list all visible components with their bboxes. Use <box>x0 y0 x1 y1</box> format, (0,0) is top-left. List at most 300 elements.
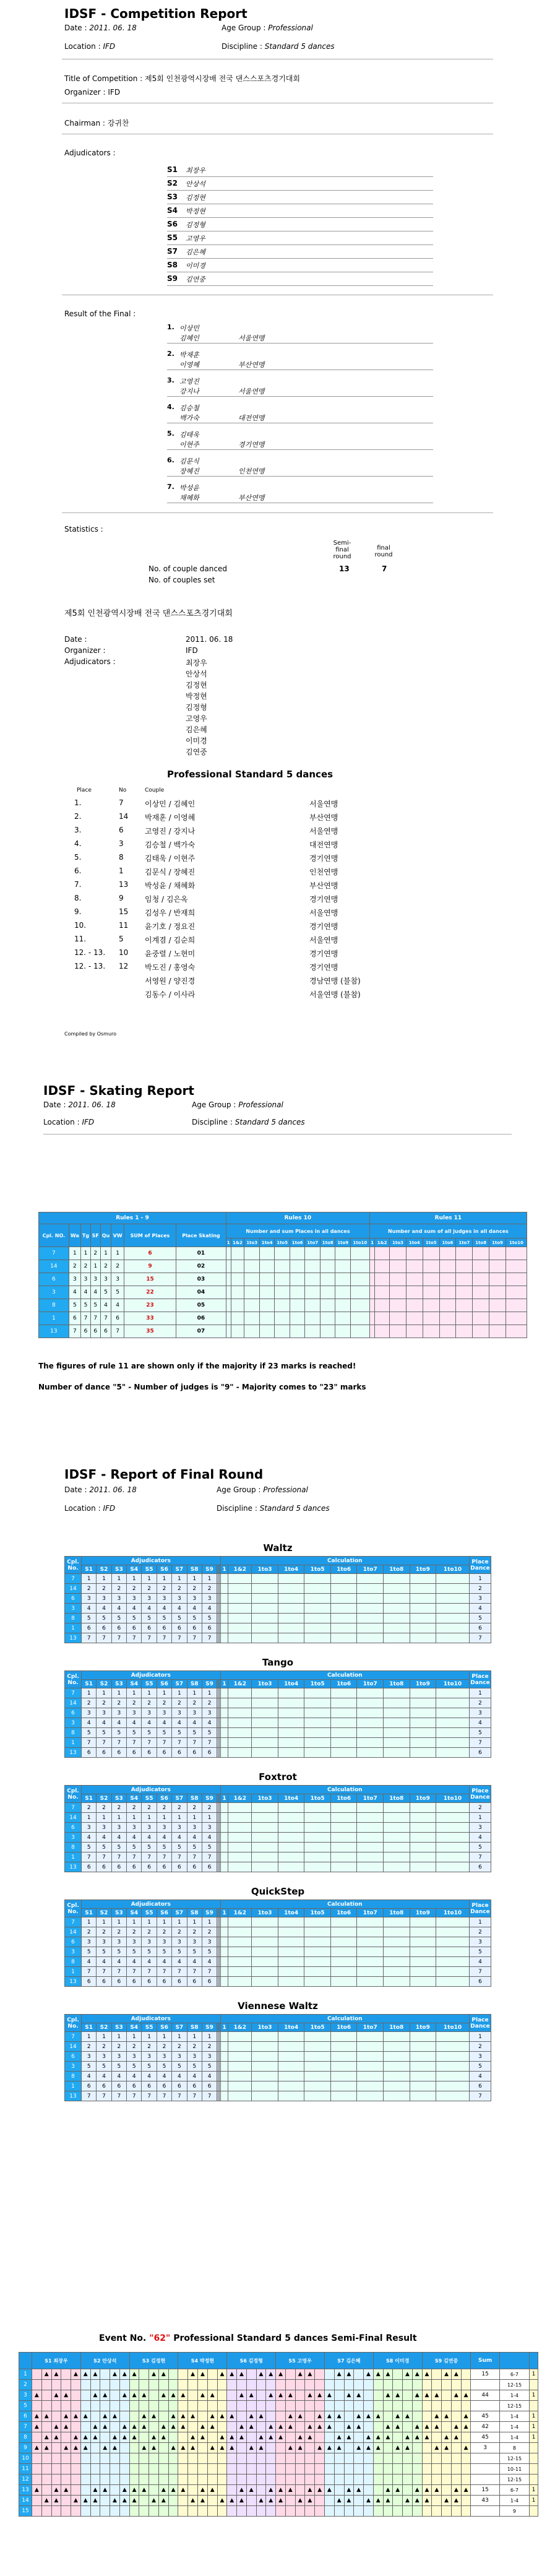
semi-mark-cell: ▲ <box>129 2485 139 2496</box>
skating-dance-place: 2 <box>69 1260 80 1273</box>
dance-place: 6 <box>470 1977 491 1987</box>
semi-mark-cell <box>412 2443 422 2453</box>
semi-mark-cell <box>256 2474 266 2485</box>
calc-cell <box>330 1823 357 1833</box>
judge-mark: 5 <box>97 1614 111 1623</box>
calc-cell <box>278 1728 304 1738</box>
calc-col: 1to3 <box>252 1565 278 1574</box>
calc-cell <box>357 1688 384 1698</box>
semi-mark-cell <box>315 2474 325 2485</box>
judge-mark: 6 <box>127 2081 142 2091</box>
rules11-cell <box>439 1260 456 1273</box>
rules10-cell <box>320 1273 335 1286</box>
skating-dance-place: 7 <box>100 1312 111 1325</box>
dance-name: Tango <box>262 1657 294 1668</box>
calc-cell <box>330 1813 357 1823</box>
calc-cell <box>228 1708 252 1718</box>
dance-cpl: 13 <box>65 1862 82 1872</box>
semi-mark-cell: ▲ <box>246 2485 256 2496</box>
dance-place: 1 <box>470 1813 491 1823</box>
semi-mark-cell <box>403 2485 413 2496</box>
semi-mark-cell <box>393 2401 403 2411</box>
skating-dance-place: 3 <box>69 1273 80 1286</box>
calc-cell <box>228 2032 252 2042</box>
calc-cell <box>252 2062 278 2072</box>
adj-col: S5 <box>142 1565 157 1574</box>
calc-cell <box>436 1843 470 1852</box>
semi-mark-cell <box>246 2453 256 2464</box>
semi-mark-cell <box>100 2369 110 2380</box>
calc-cell <box>384 1937 410 1947</box>
calc-cell <box>410 1852 436 1862</box>
semi-mark-cell: ▲ <box>71 2443 81 2453</box>
judge-mark: 3 <box>187 1594 202 1604</box>
adj-col: S3 <box>111 2023 126 2032</box>
rules10-cell <box>335 1247 351 1260</box>
judge-mark: 3 <box>202 1823 217 1833</box>
semi-mark-cell <box>217 2390 227 2401</box>
adj-col: S8 <box>187 1680 202 1688</box>
judge-mark: 1 <box>142 1917 157 1927</box>
rules11-cell <box>406 1273 423 1286</box>
calc-cell <box>278 1594 304 1604</box>
calc-cell <box>330 1738 357 1748</box>
judge-mark: 7 <box>187 1967 202 1977</box>
judge-mark: 5 <box>82 1843 97 1852</box>
semi-mark-cell <box>393 2506 403 2517</box>
calc-cell <box>252 1803 278 1813</box>
calc-cell <box>436 1718 470 1728</box>
judge-mark: 4 <box>142 1718 157 1728</box>
semi-mark-cell <box>139 2401 149 2411</box>
adj-col: S5 <box>142 1680 157 1688</box>
rules10-cell <box>244 1325 260 1338</box>
dance-cpl: 3 <box>65 2062 82 2072</box>
semi-mark-cell <box>158 2380 168 2390</box>
calc-cell <box>278 2062 304 2072</box>
semi-mark-cell <box>276 2380 286 2390</box>
semi-mark-cell: ▲ <box>364 2369 374 2380</box>
semi-mark-cell: ▲ <box>276 2390 286 2401</box>
skating-col-header: Wa <box>69 1224 80 1247</box>
rules10-cell <box>351 1273 370 1286</box>
judge-mark: 6 <box>172 1977 187 1987</box>
dance-table <box>64 1556 491 1643</box>
calc-cell <box>252 1574 278 1584</box>
calc-col-header: 1to8 <box>320 1238 335 1247</box>
judge-mark: 6 <box>157 1623 171 1633</box>
judge-mark: 2 <box>111 1927 126 1937</box>
semi-mark-cell: ▲ <box>256 2369 266 2380</box>
judge-mark: 1 <box>157 1813 171 1823</box>
adj-col: S3 <box>111 1794 126 1803</box>
rules11-cell <box>390 1247 407 1260</box>
semi-mark-cell: ▲ <box>198 2369 208 2380</box>
judge-mark: 1 <box>111 1917 126 1927</box>
result-partner-1: 박재훈 <box>179 351 199 359</box>
calc-col: 1to9 <box>410 1909 436 1917</box>
calc-cell <box>304 1708 331 1718</box>
judge-mark: 6 <box>202 1623 217 1633</box>
semi-mark-cell <box>403 2474 413 2485</box>
semi-no-header <box>19 2353 32 2369</box>
semi-mark-sum: 15 <box>471 2369 499 2380</box>
skating-header-row <box>39 1212 527 1224</box>
judge-mark: 1 <box>172 1917 187 1927</box>
dance-row <box>65 1833 491 1843</box>
calc-cell <box>228 1833 252 1843</box>
judge-mark: 6 <box>202 1862 217 1872</box>
rules10-cell <box>320 1260 335 1273</box>
judge-mark: 1 <box>97 2032 111 2042</box>
semi-row <box>19 2474 538 2485</box>
stat-row-2: No. of couples set <box>148 576 215 584</box>
summary-place: 8. <box>74 894 82 902</box>
calc-cell <box>278 1604 304 1614</box>
judge-mark: 1 <box>202 1917 217 1927</box>
semi-mark-cell <box>442 2422 452 2432</box>
semi-mark-cell <box>276 2411 286 2422</box>
judge-mark: 2 <box>187 1584 202 1594</box>
dance-cpl: 13 <box>65 2091 82 2101</box>
semi-mark-cell <box>461 2369 471 2380</box>
judge-mark: 6 <box>157 2081 171 2091</box>
calc-cell <box>304 1927 331 1937</box>
semi-mark-cell <box>139 2369 149 2380</box>
result-club: 부산연맹 <box>238 361 265 369</box>
calc-cell <box>384 1917 410 1927</box>
semi-cpl: 3 <box>19 2390 32 2401</box>
semi-mark-cell: ▲ <box>276 2422 286 2432</box>
semi-mark-cell <box>149 2380 159 2390</box>
judge-mark: 7 <box>97 1967 111 1977</box>
semi-mark-cell <box>51 2411 61 2422</box>
skating-cpl: 6 <box>39 1273 69 1286</box>
result-partner-2: 강지나 <box>179 387 199 395</box>
judge-mark: 3 <box>187 2052 202 2062</box>
semi-mark-cell <box>295 2474 305 2485</box>
semi-mark-cell <box>139 2464 149 2474</box>
calc-cell <box>330 1633 357 1643</box>
semi-mark-cell: ▲ <box>285 2443 295 2453</box>
calc-cell <box>278 1688 304 1698</box>
semi-mark-cell <box>178 2401 188 2411</box>
judge-mark: 7 <box>157 1738 171 1748</box>
judge-mark: 3 <box>82 1823 97 1833</box>
semi-mark-cell: ▲ <box>178 2422 188 2432</box>
semi-mark-cell <box>285 2369 295 2380</box>
semi-mark-cell <box>354 2496 364 2506</box>
judge-mark: 3 <box>157 2052 171 2062</box>
calc-cell <box>357 2072 384 2081</box>
semi-mark-cell: ▲ <box>237 2390 247 2401</box>
semi-mark-cell: ▲ <box>432 2443 442 2453</box>
calc-cell <box>410 1917 436 1927</box>
calc-cell <box>357 1604 384 1614</box>
semi-mark-cell <box>256 2401 266 2411</box>
semi-mark-cell: ▲ <box>364 2443 374 2453</box>
calc-cell <box>252 1604 278 1614</box>
calc-col: 1to10 <box>436 1909 470 1917</box>
semi-mark-cell <box>451 2453 461 2464</box>
semi-mark-cell: ▲ <box>90 2422 100 2432</box>
judge-mark: 5 <box>172 1843 187 1852</box>
semi-mark-cell: ▲ <box>139 2443 149 2453</box>
semi-mark-cell: ▲ <box>237 2422 247 2432</box>
dance-place: 6 <box>470 1623 491 1633</box>
adjudicator-row <box>167 163 433 177</box>
semi-mark-cell: ▲ <box>451 2369 461 2380</box>
calc-cell <box>304 1748 331 1758</box>
judge-mark: 2 <box>172 1927 187 1937</box>
semi-range: 12-15 <box>499 2401 529 2411</box>
judge-mark: 6 <box>127 1862 142 1872</box>
calc-cell <box>228 1738 252 1748</box>
semi-mark-cell <box>178 2474 188 2485</box>
calc-cell <box>357 2032 384 2042</box>
semi-mark-cell <box>373 2506 383 2517</box>
place-header: Place Dance <box>470 1786 491 1803</box>
semi-mark-cell <box>217 2506 227 2517</box>
semi-mark-cell: ▲ <box>168 2443 178 2453</box>
judge-mark: 6 <box>187 1862 202 1872</box>
semi-mark-cell <box>383 2443 393 2453</box>
semi-mark-cell <box>451 2380 461 2390</box>
semi-place <box>530 2506 538 2517</box>
calc-col: 1to9 <box>410 1794 436 1803</box>
calc-cell <box>410 2091 436 2101</box>
semi-mark-sum: 3 <box>471 2443 499 2453</box>
semi-mark-cell: ▲ <box>324 2443 334 2453</box>
semi-mark-cell <box>403 2390 413 2401</box>
judge-mark: 7 <box>111 1633 126 1643</box>
semi-mark-cell: ▲ <box>207 2443 217 2453</box>
semi-row <box>19 2422 538 2432</box>
calc-cell <box>330 1718 357 1728</box>
summary-no: 8 <box>119 853 124 862</box>
dance-row <box>65 1937 491 1947</box>
semi-mark-cell <box>51 2443 61 2453</box>
summary-adjudicator: 박정현 <box>186 692 207 701</box>
judge-mark: 2 <box>82 1803 97 1813</box>
semi-mark-cell: ▲ <box>324 2485 334 2496</box>
rules10-cell <box>290 1260 305 1273</box>
semi-mark-cell <box>412 2506 422 2517</box>
summary-place: 6. <box>74 867 82 875</box>
calc-cell <box>330 1862 357 1872</box>
calc-col: 1to6 <box>330 1680 357 1688</box>
skating-note-1: The figures of rule 11 are shown only if the majority if 23 marks is reached! <box>38 1362 356 1370</box>
report-title: IDSF - Competition Report <box>64 6 247 21</box>
semi-mark-cell: ▲ <box>383 2432 393 2443</box>
semi-mark-cell <box>90 2453 100 2464</box>
organizer-row: Organizer : IFD <box>64 88 121 97</box>
rules11-cell <box>456 1273 473 1286</box>
calc-cell <box>410 1833 436 1843</box>
dance-row <box>65 1852 491 1862</box>
semi-mark-cell <box>432 2474 442 2485</box>
semi-mark-cell: ▲ <box>51 2369 61 2380</box>
judge-mark: 5 <box>82 2062 97 2072</box>
semi-mark-cell <box>403 2453 413 2464</box>
semi-mark-cell <box>344 2474 354 2485</box>
judge-mark: 5 <box>172 2062 187 2072</box>
semi-mark-cell <box>139 2474 149 2485</box>
judge-mark: 1 <box>172 1688 187 1698</box>
semi-mark-cell <box>129 2464 139 2474</box>
dance-cpl: 3 <box>65 1833 82 1843</box>
calc-col: 1to8 <box>384 1565 410 1574</box>
calc-cell <box>436 1823 470 1833</box>
dance-row <box>65 1862 491 1872</box>
semi-mark-cell <box>129 2411 139 2422</box>
semi-mark-sum: 44 <box>471 2390 499 2401</box>
adj-col: S3 <box>111 1680 126 1688</box>
judge-mark: 4 <box>82 1718 97 1728</box>
semi-mark-cell: ▲ <box>256 2411 266 2422</box>
semi-mark-cell: ▲ <box>344 2496 354 2506</box>
semi-mark-cell: ▲ <box>51 2390 61 2401</box>
dance-row <box>65 1803 491 1813</box>
semi-cpl: 12 <box>19 2474 32 2485</box>
semi-mark-cell <box>364 2401 374 2411</box>
semi-range: 1-4 <box>499 2432 529 2443</box>
semi-mark-cell: ▲ <box>412 2485 422 2496</box>
semi-mark-cell: ▲ <box>237 2432 247 2443</box>
judge-mark: 1 <box>127 1574 142 1584</box>
judge-mark: 2 <box>187 1927 202 1937</box>
calc-cell <box>304 2072 331 2081</box>
semi-mark-cell: ▲ <box>41 2443 51 2453</box>
semi-mark-cell <box>71 2464 81 2474</box>
semi-mark-cell <box>90 2411 100 2422</box>
calc-cell <box>278 2081 304 2091</box>
semi-mark-cell: ▲ <box>246 2443 256 2453</box>
semi-place-header <box>530 2353 538 2369</box>
semi-mark-cell <box>442 2474 452 2485</box>
judge-mark: 4 <box>82 2072 97 2081</box>
skating-dance-place: 5 <box>90 1299 100 1312</box>
semi-mark-cell <box>295 2380 305 2390</box>
semi-mark-cell: ▲ <box>266 2369 276 2380</box>
calc-cell <box>410 1967 436 1977</box>
judge-mark: 2 <box>127 1927 142 1937</box>
calc-cell <box>357 1852 384 1862</box>
rules11-cell <box>489 1312 506 1325</box>
judge-mark: 6 <box>97 2081 111 2091</box>
semi-mark-cell: ▲ <box>276 2496 286 2506</box>
adjudicator-name: 김정현 <box>186 194 205 202</box>
place-header: Place Dance <box>470 1557 491 1574</box>
rules10-cell <box>259 1273 275 1286</box>
judge-mark: 6 <box>187 2081 202 2091</box>
judge-mark: 2 <box>111 2042 126 2052</box>
calc-cell <box>278 1967 304 1977</box>
calc-col: 1to5 <box>304 1565 331 1574</box>
semi-mark-cell <box>403 2506 413 2517</box>
adj-header: Adjudicators <box>82 1671 221 1680</box>
skating-cpl: 7 <box>39 1247 69 1260</box>
skating-dance-place: 5 <box>111 1286 124 1299</box>
semi-mark-cell: ▲ <box>324 2390 334 2401</box>
semi-mark-cell <box>227 2485 237 2496</box>
semi-mark-cell <box>442 2453 452 2464</box>
rules11-cell <box>506 1260 527 1273</box>
semi-mark-cell: ▲ <box>442 2369 452 2380</box>
judge-mark: 4 <box>82 1604 97 1614</box>
semi-judge-header: S6 김정형 <box>227 2353 276 2369</box>
calc-cell <box>278 1614 304 1623</box>
calc-cell <box>410 1633 436 1643</box>
judge-mark: 3 <box>111 1594 126 1604</box>
calc-cell <box>228 2091 252 2101</box>
semi-mark-cell <box>461 2401 471 2411</box>
semi-mark-cell <box>41 2390 51 2401</box>
semi-mark-cell <box>334 2464 344 2474</box>
semi-mark-sum <box>471 2506 499 2517</box>
summary-club: 경기연맹 <box>309 922 338 931</box>
semi-mark-cell: ▲ <box>461 2485 471 2496</box>
calc-cell <box>252 2091 278 2101</box>
calc-cell <box>384 2072 410 2081</box>
rules10-cell <box>275 1299 290 1312</box>
judge-mark: 2 <box>97 1584 111 1594</box>
calc-cell <box>252 1957 278 1967</box>
dance-cpl: 6 <box>65 2052 82 2062</box>
dance-cpl: 14 <box>65 1584 82 1594</box>
semi-mark-sum <box>471 2380 499 2390</box>
divider <box>62 512 493 513</box>
skating-dance-place: 2 <box>81 1260 91 1273</box>
semi-mark-cell: ▲ <box>217 2411 227 2422</box>
semi-mark-cell <box>158 2443 168 2453</box>
judge-mark: 3 <box>157 1708 171 1718</box>
calc-cell <box>304 2052 331 2062</box>
rules10-cell <box>290 1247 305 1260</box>
semi-mark-cell: ▲ <box>119 2432 129 2443</box>
semi-mark-cell: ▲ <box>461 2422 471 2432</box>
rules11-cell <box>375 1286 390 1299</box>
semi-mark-cell: ▲ <box>315 2422 325 2432</box>
skating-dance-place: 5 <box>100 1286 111 1299</box>
rules11-cell <box>375 1273 390 1286</box>
judge-mark: 3 <box>172 1937 187 1947</box>
calc-cell <box>410 1604 436 1614</box>
rules10-cell <box>275 1325 290 1338</box>
rules10-cell <box>351 1325 370 1338</box>
semi-mark-cell: ▲ <box>295 2369 305 2380</box>
semi-mark-cell: ▲ <box>393 2390 403 2401</box>
semi-mark-cell <box>295 2506 305 2517</box>
judge-mark: 6 <box>172 1748 187 1758</box>
semi-mark-cell <box>432 2453 442 2464</box>
calc-cell <box>220 1708 228 1718</box>
calc-cell <box>252 1614 278 1623</box>
skating-dance-place: 2 <box>111 1260 124 1273</box>
summary-adjudicator: 안상석 <box>186 670 207 678</box>
semi-mark-cell <box>158 2474 168 2485</box>
judge-mark: 6 <box>142 1977 157 1987</box>
semi-mark-cell <box>100 2496 110 2506</box>
dance-cpl: 6 <box>65 1708 82 1718</box>
semi-mark-cell <box>256 2380 266 2390</box>
dance-row <box>65 1748 491 1758</box>
judge-mark: 5 <box>111 1947 126 1957</box>
judge-mark: 6 <box>82 1748 97 1758</box>
calc-cell <box>220 1833 228 1843</box>
semi-mark-cell: ▲ <box>285 2411 295 2422</box>
judge-mark: 4 <box>172 1833 187 1843</box>
